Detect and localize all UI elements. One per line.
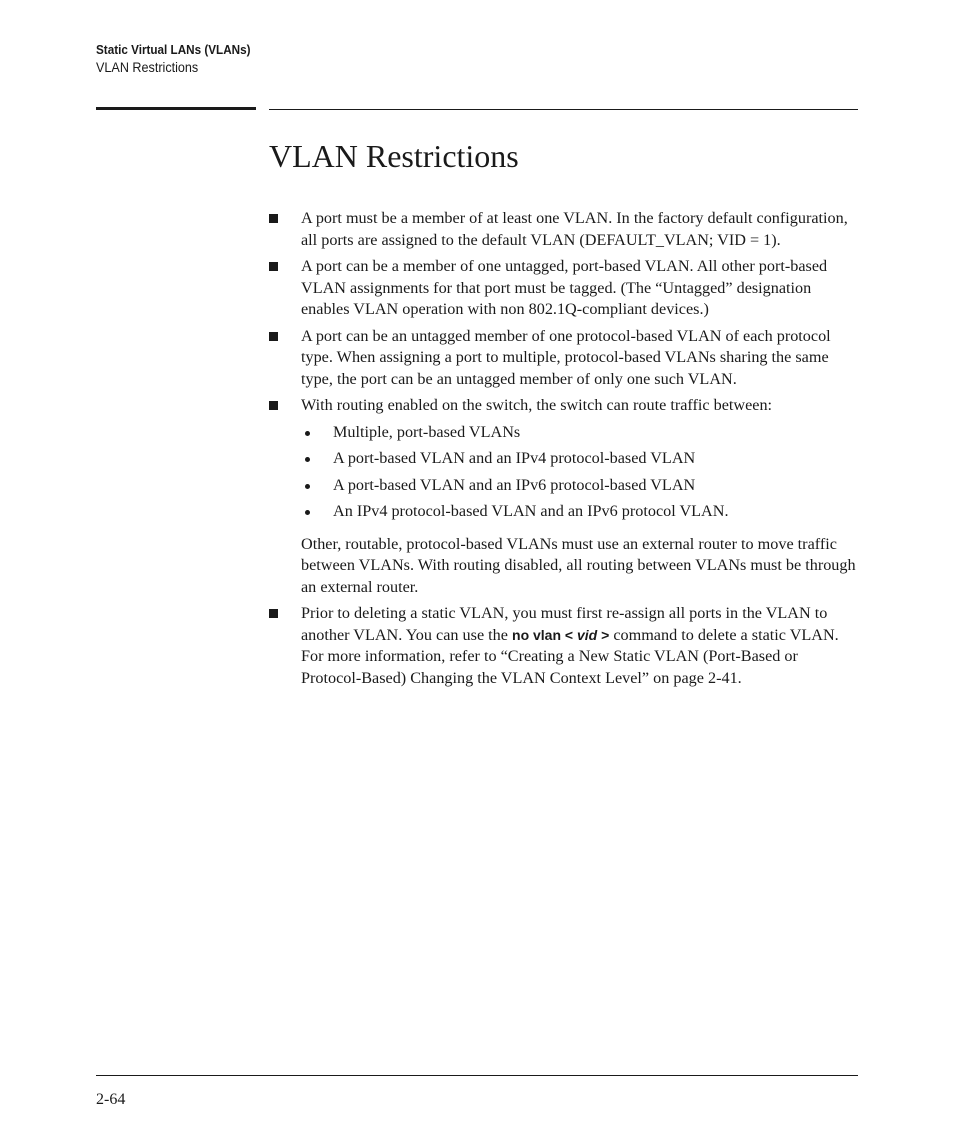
delete-text-before: Prior to deleting a static VLAN, you must first re-assign all ports in the VLAN to another VLAN. You can use the xyxy=(301,604,828,644)
bullet-text: A port can be a member of one untagged, port-based VLAN. All other port-based VLAN assignments for that port must be tagged. (The “Untagged” designation enables VLAN operation with non 802.1Q-compliant devices.) xyxy=(301,257,828,318)
routing-note: Other, routable, protocol-based VLANs must use an external router to move traffic between VLANs. With routing disabled, all routing between VLANs must be through an external router. xyxy=(301,534,856,596)
bullet-item xyxy=(269,256,861,321)
bullet-item-delete xyxy=(269,603,861,689)
header-rule-thick xyxy=(96,107,256,110)
running-header xyxy=(96,41,268,76)
square-bullet-icon xyxy=(269,214,278,223)
sub-list-item xyxy=(301,422,861,444)
round-bullet-icon xyxy=(305,431,310,436)
round-bullet-icon xyxy=(305,484,310,489)
routing-intro: With routing enabled on the switch, the switch can route traffic between: xyxy=(301,396,773,414)
running-header-section: VLAN Restrictions xyxy=(96,59,199,75)
command-close: > xyxy=(597,626,610,643)
page-title: VLAN Restrictions xyxy=(269,138,519,174)
command-keyword: no vlan < xyxy=(512,626,574,643)
bullet-text: A port must be a member of at least one VLAN. In the factory default configuration, all ports are assigned to the default VLAN (DEFAULT_VLAN; VID = 1). xyxy=(301,209,848,249)
square-bullet-icon xyxy=(269,609,278,618)
sub-item-text: A port-based VLAN and an IPv4 protocol-based VLAN xyxy=(333,449,696,467)
bullet-item xyxy=(269,326,861,391)
page-number: 2-64 xyxy=(96,1091,126,1108)
running-header-chapter: Static Virtual LANs (VLANs) xyxy=(96,42,251,57)
sub-item-text: An IPv4 protocol-based VLAN and an IPv6 protocol VLAN. xyxy=(333,502,729,520)
sub-item-text: Multiple, port-based VLANs xyxy=(333,422,521,441)
command-no-vlan xyxy=(512,627,609,643)
square-bullet-icon xyxy=(269,401,278,410)
square-bullet-icon xyxy=(269,262,278,271)
sub-list-item xyxy=(301,448,861,470)
command-variable: vid xyxy=(573,626,598,643)
bullet-item xyxy=(269,208,861,251)
round-bullet-icon xyxy=(305,457,310,462)
footer-rule xyxy=(96,1075,858,1076)
delete-text-after: command to delete a static VLAN. For more information, refer to “Creating a New Static VLAN (Port-Based or Protocol-Based) Changing the VLAN Context Level” on page 2-41. xyxy=(301,625,839,687)
bullet-item-routing xyxy=(269,395,861,598)
square-bullet-icon xyxy=(269,332,278,341)
bullet-text: A port can be an untagged member of one protocol-based VLAN of each protocol type. When assigning a port to multiple, protocol-based VLANs sharing the same type, the port can be an untagged member of only one such VLAN. xyxy=(301,326,831,388)
restrictions-list xyxy=(269,208,861,694)
round-bullet-icon xyxy=(305,510,310,515)
sub-list-item xyxy=(301,475,861,497)
sub-item-text: A port-based VLAN and an IPv6 protocol-based VLAN xyxy=(333,475,696,494)
routing-sublist xyxy=(301,422,861,523)
header-rule-thin xyxy=(269,109,858,110)
sub-list-item xyxy=(301,501,861,523)
